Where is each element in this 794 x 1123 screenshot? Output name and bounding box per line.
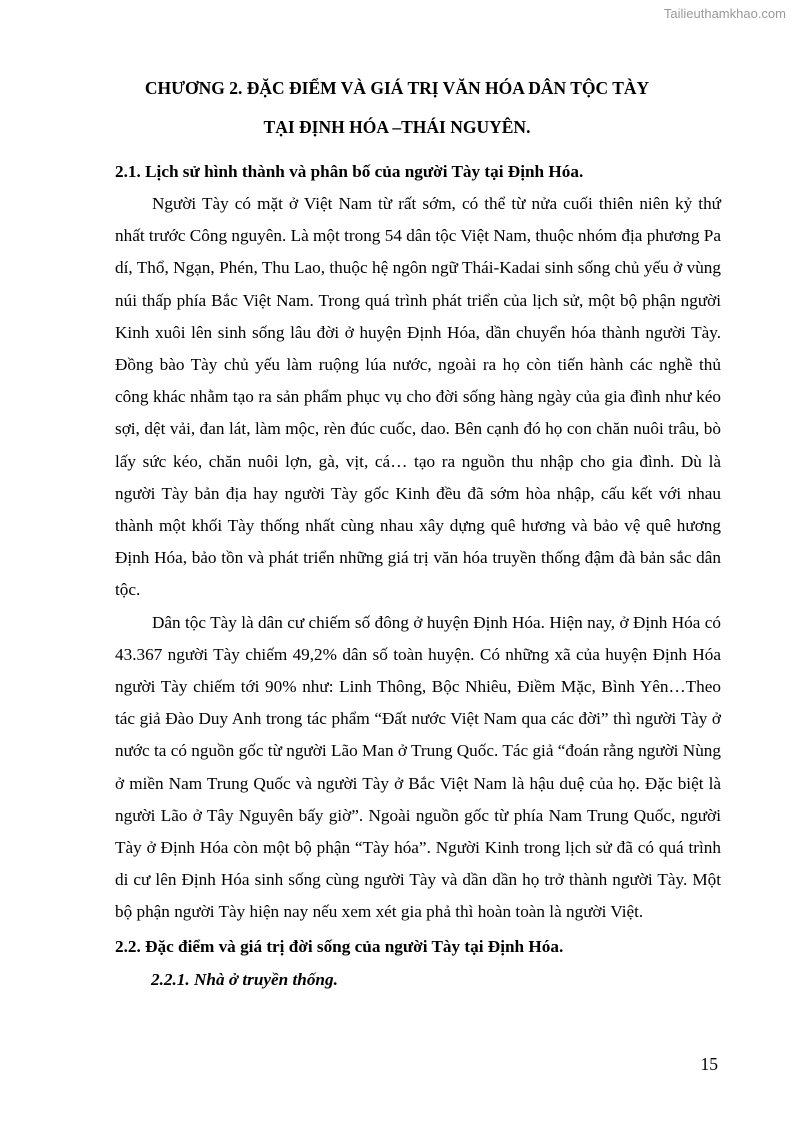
- chapter-title-line-2: TẠI ĐỊNH HÓA –THÁI NGUYÊN.: [263, 117, 531, 137]
- paragraph-2: Dân tộc Tày là dân cư chiếm số đông ở huyện Định Hóa. Hiện nay, ở Định Hóa có 43.367 người Tày chiếm 49,2% dân số toàn huyện. Có những xã của huyện Định Hóa người Tày chiếm tới 90% như: Linh Thông, Bộc Nhiêu, Điềm Mặc, Bình Yên…Theo tác giả Đào Duy Anh trong tác phẩm “Đất nước Việt Nam qua các đời” thì người Tày ở nước ta có nguồn gốc từ người Lão Man ở Trung Quốc. Tác giả “đoán rằng người Nùng ở miền Nam Trung Quốc và người Tày ở Bắc Việt Nam là hậu duệ của họ. Đặc biệt là người Lão ở Tây Nguyên bấy giờ”. Ngoài nguồn gốc từ phía Nam Trung Quốc, người Tày ở Định Hóa còn một bộ phận “Tày hóa”. Người Kinh trong lịch sử đã có quá trình di cư lên Định Hóa sinh sống cùng người Tày và dần dần họ trở thành người Tày. Một bộ phận người Tày hiện nay nếu xem xét gia phả thì hoàn toàn là người Việt.: [115, 612, 721, 922]
- subsection-heading-2-2-1: 2.2.1. Nhà ở truyền thống.: [151, 969, 338, 989]
- chapter-title-line-1: CHƯƠNG 2. ĐẶC ĐIỂM VÀ GIÁ TRỊ VĂN HÓA DÂN TỘC TÀY: [144, 78, 650, 98]
- chapter-title: [0, 74, 794, 142]
- section-heading-2-2: 2.2. Đặc điểm và giá trị đời sống của người Tày tại Định Hóa.: [115, 936, 564, 956]
- page-content: [115, 156, 721, 995]
- paragraph-1: Người Tày có mặt ở Việt Nam từ rất sớm, có thể từ nửa cuối thiên niên kỷ thứ nhất trước Công nguyên. Là một trong 54 dân tộc Việt Nam, thuộc nhóm địa phương Pa dí, Thổ, Ngạn, Phén, Thu Lao, thuộc hệ ngôn ngữ Thái-Kadai sinh sống chủ yếu ở vùng núi thấp phía Bắc Việt Nam. Trong quá trình phát triển của lịch sử, một bộ phận người Kinh xuôi lên sinh sống lâu đời ở huyện Định Hóa, dần chuyển hóa thành người Tày. Đồng bào Tày chủ yếu làm ruộng lúa nước, ngoài ra họ còn tiến hành các nghề thủ công khác nhằm tạo ra sản phẩm phục vụ cho đời sống hàng ngày của gia đình như kéo sợi, dệt vải, đan lát, làm mộc, rèn đúc cuốc, dao. Bên cạnh đó họ con chăn nuôi trâu, bò lấy sức kéo, chăn nuôi lợn, gà, vịt, cá… tạo ra nguồn thu nhập cho gia đình. Dù là người Tày bản địa hay người Tày gốc Kinh đều đã sớm hòa nhập, cấu kết với nhau thành một khối Tày thống nhất cùng nhau xây dựng quê hương và bảo vệ quê hương Định Hóa, bảo tồn và phát triển những giá trị văn hóa truyền thống đậm đà bản sắc dân tộc.: [115, 194, 721, 600]
- watermark: Tailieuthamkhao.com: [663, 6, 786, 21]
- section-heading-2-1: 2.1. Lịch sử hình thành và phân bố của người Tày tại Định Hóa.: [115, 162, 584, 181]
- page-number: 15: [700, 1054, 718, 1074]
